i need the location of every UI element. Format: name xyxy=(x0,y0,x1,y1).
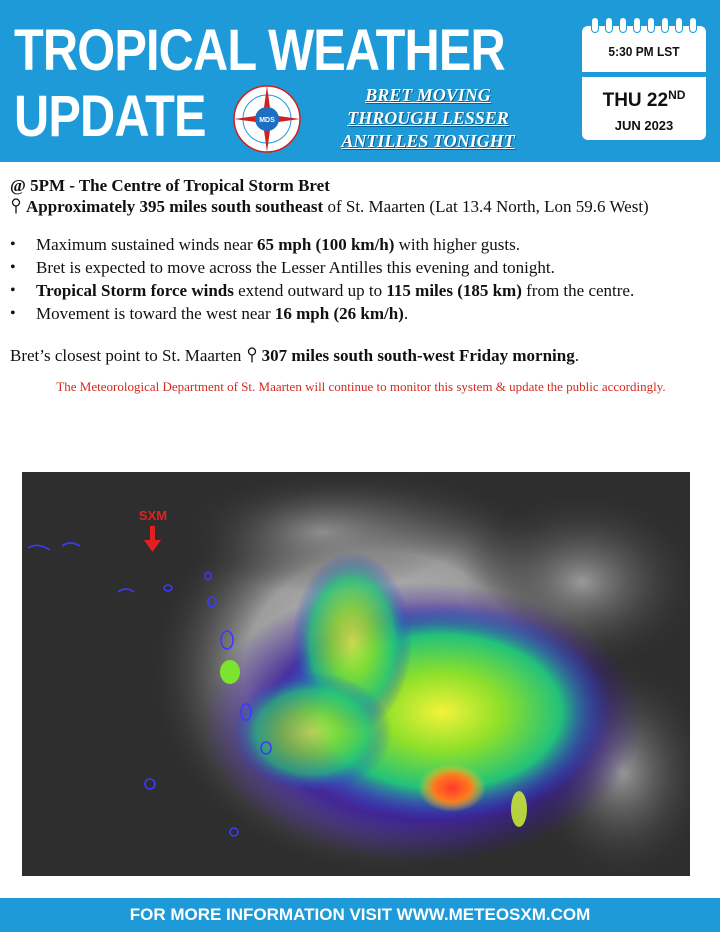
intro-line: @ 5PM - The Centre of Tropical Storm Bret xyxy=(10,176,330,195)
location-pin-icon xyxy=(10,198,22,214)
mds-logo-icon xyxy=(232,84,302,154)
header-banner xyxy=(0,0,720,162)
calendar-divider xyxy=(582,72,706,77)
satellite-imagery-graphic xyxy=(22,472,690,876)
headline xyxy=(326,84,530,153)
ts-winds-extent: 115 miles (185 km) xyxy=(386,281,522,300)
location-distance: Approximately 395 miles south southeast xyxy=(26,197,324,216)
sxm-marker-label: SXM xyxy=(138,508,168,523)
logo-text: MDS xyxy=(259,117,275,124)
max-winds: 65 mph (100 km/h) xyxy=(256,235,395,254)
calendar-rings-icon xyxy=(592,18,696,32)
footer-banner[interactable]: FOR MORE INFORMATION VISIT WWW.METEOSXM.COM xyxy=(0,898,720,932)
date-calendar xyxy=(582,26,706,140)
ts-winds-label: Tropical Storm force winds xyxy=(36,281,234,300)
movement-speed: 16 mph (26 km/h) xyxy=(274,304,404,323)
headline-line-1: BRET MOVING xyxy=(365,85,491,105)
calendar-time: 5:30 PM LST xyxy=(608,44,680,59)
title-line-2: UPDATE xyxy=(14,84,206,149)
location-line xyxy=(10,197,712,217)
list-item: • Maximum sustained winds near 65 mph (100 km/h) with higher gusts. xyxy=(10,235,712,255)
satellite-image xyxy=(22,472,690,876)
calendar-day-suffix: ND xyxy=(668,88,686,102)
closest-point-detail: 307 miles south south-west Friday morning xyxy=(261,346,575,365)
storm-facts-list xyxy=(10,235,712,324)
headline-line-2: THROUGH LESSER xyxy=(347,108,509,128)
calendar-month-year: JUN 2023 xyxy=(614,118,674,133)
closest-point-line: Bret’s closest point to St. Maarten 307 miles south south-west Friday morning. xyxy=(10,346,579,365)
list-item: • Bret is expected to move across the Lesser Antilles this evening and tonight. xyxy=(10,258,712,278)
calendar-day xyxy=(582,88,706,112)
calendar-day-text: THU 22 xyxy=(602,90,669,111)
title-line-1: TROPICAL WEATHER xyxy=(14,18,505,83)
location-pin-icon xyxy=(246,347,258,363)
location-detail: of St. Maarten (Lat 13.4 North, Lon 59.6 West) xyxy=(323,197,649,216)
list-item: • Tropical Storm force winds extend outward up to 115 miles (185 km) from the centre. xyxy=(10,281,712,301)
monitoring-notice: The Meteorological Department of St. Maarten will continue to monitor this system & update the public accordingly. xyxy=(56,379,666,394)
headline-line-3: ANTILLES TONIGHT xyxy=(341,131,515,151)
bulletin-content xyxy=(10,176,712,395)
list-item: • Movement is toward the west near 16 mph (26 km/h). xyxy=(10,304,712,324)
